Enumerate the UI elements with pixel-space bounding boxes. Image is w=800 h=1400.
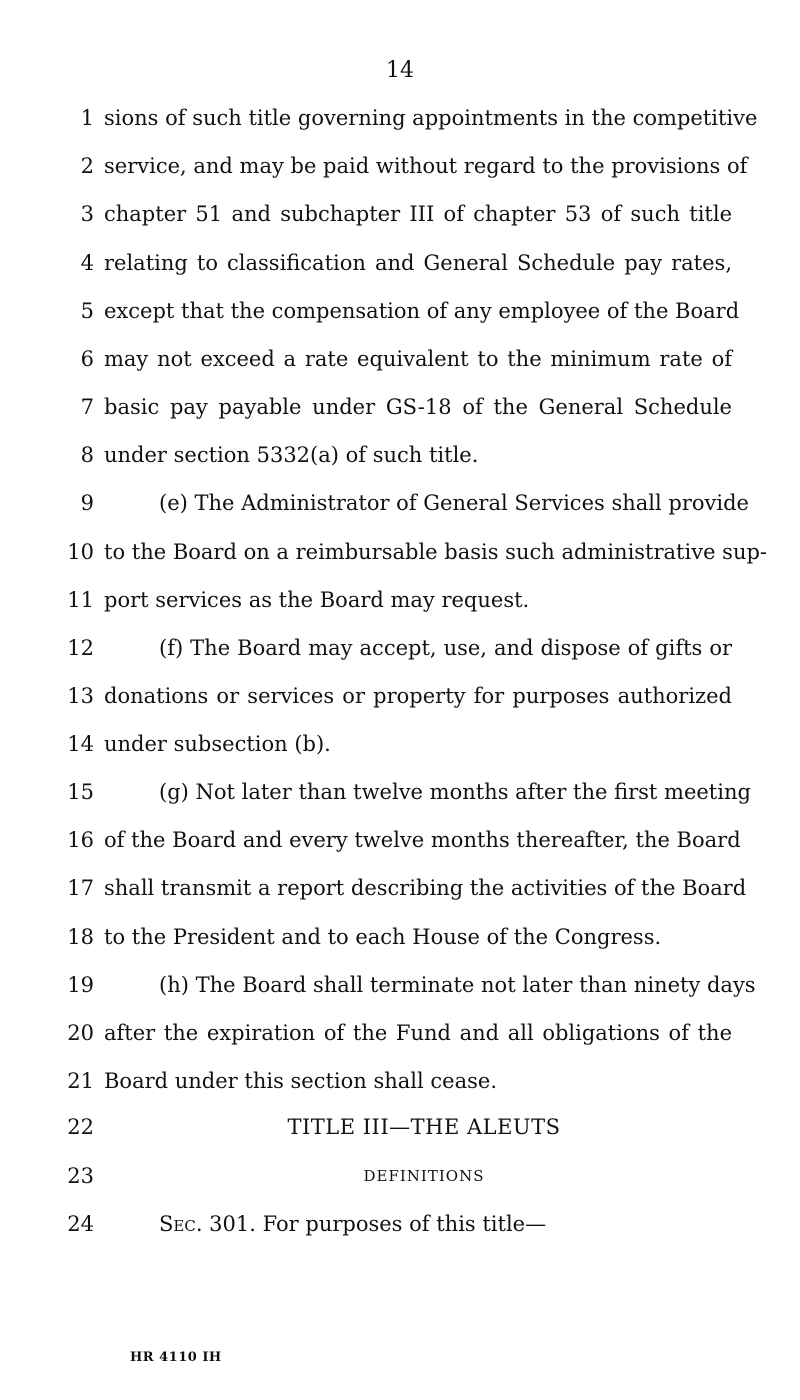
title-heading: TITLE III—THE ALEUTS [287, 1115, 561, 1139]
line-number: 8 [80, 443, 94, 467]
bill-line [0, 291, 800, 331]
line-number: 5 [80, 299, 94, 323]
line-number: 18 [67, 925, 94, 949]
line-number: 2 [80, 154, 94, 178]
bill-line [0, 146, 800, 186]
line-number: 10 [67, 540, 94, 564]
bill-line [0, 580, 800, 620]
bill-line [0, 243, 800, 283]
bill-id-footer: HR 4110 IH [130, 1350, 222, 1365]
line-number: 13 [67, 684, 94, 708]
line-text [104, 1204, 732, 1244]
line-number: 6 [80, 347, 94, 371]
section-label: Sec. [159, 1212, 203, 1236]
bill-line [0, 532, 800, 572]
line-number: 19 [67, 973, 94, 997]
line-number: 23 [67, 1164, 94, 1188]
line-text: Board under this section shall cease. [104, 1069, 498, 1093]
line-number: 16 [67, 828, 94, 852]
page-number: 14 [386, 58, 414, 83]
line-text: to the Board on a reimbursable basis such administrative sup- [104, 540, 768, 564]
line-text: after the expiration of the Fund and all obligations of the [104, 1021, 732, 1045]
bill-line [0, 868, 800, 908]
bill-line [0, 194, 800, 234]
bill-line [0, 724, 800, 764]
bill-line [0, 772, 800, 812]
line-text: (f) The Board may accept, use, and dispose of gifts or [159, 636, 732, 660]
line-number: 12 [67, 636, 94, 660]
line-text: donations or services or property for purposes authorized [104, 684, 732, 708]
line-number: 24 [67, 1212, 94, 1236]
line-text: relating to classification and General Schedule pay rates, [104, 251, 732, 275]
line-text: except that the compensation of any employee of the Board [104, 299, 740, 323]
line-text: (g) Not later than twelve months after the first meeting [159, 780, 751, 804]
bill-line [0, 820, 800, 860]
bill-line [0, 1061, 800, 1101]
line-text: chapter 51 and subchapter III of chapter 53 of such title [104, 202, 732, 226]
line-number: 9 [80, 491, 94, 515]
line-text: to the President and to each House of the Congress. [104, 925, 662, 949]
line-text: shall transmit a report describing the activities of the Board [104, 876, 747, 900]
section-text: 301. For purposes of this title— [202, 1212, 547, 1236]
bill-line [0, 1156, 800, 1196]
line-number: 4 [80, 251, 94, 275]
line-number: 7 [80, 395, 94, 419]
bill-line [0, 98, 800, 138]
line-number: 14 [67, 732, 94, 756]
bill-line [0, 965, 800, 1005]
line-text: of the Board and every twelve months thereafter, the Board [104, 828, 741, 852]
line-number: 20 [67, 1021, 94, 1045]
line-number: 3 [80, 202, 94, 226]
section-heading: DEFINITIONS [363, 1167, 485, 1185]
line-text: port services as the Board may request. [104, 588, 530, 612]
bill-line [0, 435, 800, 475]
bill-line [0, 339, 800, 379]
bill-line [0, 1013, 800, 1053]
bill-line [0, 628, 800, 668]
line-text: (h) The Board shall terminate not later than ninety days [159, 973, 756, 997]
line-text: service, and may be paid without regard to the provisions of [104, 154, 748, 178]
line-text: sions of such title governing appointments in the competitive [104, 106, 758, 130]
line-number: 21 [67, 1069, 94, 1093]
line-number: 11 [67, 588, 94, 612]
bill-line [0, 1107, 800, 1147]
bill-line [0, 387, 800, 427]
bill-line [0, 676, 800, 716]
line-number: 17 [67, 876, 94, 900]
line-text: (e) The Administrator of General Services shall provide [159, 491, 749, 515]
line-number: 22 [67, 1115, 94, 1139]
line-number: 1 [80, 106, 94, 130]
line-number: 15 [67, 780, 94, 804]
line-text: under subsection (b). [104, 732, 331, 756]
line-text: may not exceed a rate equivalent to the minimum rate of [104, 347, 732, 371]
line-text: under section 5332(a) of such title. [104, 443, 479, 467]
bill-line [0, 917, 800, 957]
bill-line [0, 1204, 800, 1244]
line-text: basic pay payable under GS-18 of the General Schedule [104, 395, 732, 419]
bill-line [0, 483, 800, 523]
